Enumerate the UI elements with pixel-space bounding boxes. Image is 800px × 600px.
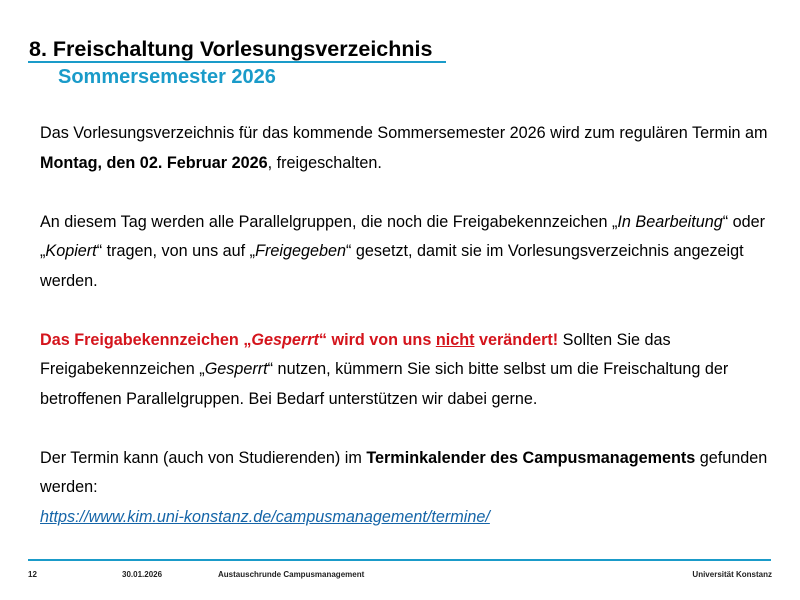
title-divider	[28, 61, 446, 63]
status-kopiert: Kopiert	[45, 242, 97, 260]
text: An diesem Tag werden alle Parallelgruppen, die noch die Freigabekennzeichen „	[40, 212, 618, 231]
text: Das Vorlesungsverzeichnis für das kommende Sommersemester 2026 wird zum regulären Termin am	[40, 124, 768, 142]
footer-organization: Universität Konstanz	[692, 570, 772, 579]
text: Der Termin kann (auch von Studierenden) im	[40, 448, 367, 467]
emphasis-nicht: nicht	[435, 330, 475, 349]
footer-event: Austauschrunde Campusmanagement	[218, 570, 365, 579]
paragraph-status-change	[40, 208, 790, 297]
paragraph-release-date	[40, 119, 790, 178]
paragraph-gesperrt-warning	[40, 326, 790, 415]
calendar-link[interactable]: https://www.kim.uni-konstanz.de/campusmanagement/termine/	[40, 507, 490, 526]
text: “ oder „	[40, 212, 766, 260]
text: Das Freigabekennzeichen „	[40, 330, 252, 349]
status-freigegeben: Freigegeben	[255, 242, 346, 260]
status-gesperrt: Gesperrt	[251, 330, 319, 349]
text: verändert!	[474, 330, 559, 349]
text: “ nutzen, kümmern Sie sich bitte selbst um die Freischaltung der betroffenen Parallelgruppen. Bei Bedarf unterstützen wir dabei gerne.	[40, 360, 729, 408]
calendar-name: Terminkalender des Campusmanagements	[366, 448, 696, 467]
text: gefunden werden:	[40, 448, 768, 496]
text: “ tragen, von uns auf „	[96, 242, 256, 260]
slide-title: 8. Freischaltung Vorlesungsverzeichnis	[29, 37, 433, 61]
slide-body	[40, 119, 790, 562]
text: “ wird von uns	[318, 330, 436, 349]
slide-subtitle: Sommersemester 2026	[58, 66, 276, 88]
footer-divider	[28, 559, 771, 561]
text: , freigeschalten.	[267, 153, 382, 172]
text: “ gesetzt, damit sie im Vorlesungsverzeichnis angezeigt werden.	[40, 242, 744, 290]
release-date: Montag, den 02. Februar 2026	[40, 153, 268, 172]
warning-text	[40, 331, 558, 349]
status-gesperrt: Gesperrt	[204, 360, 268, 378]
footer-date: 30.01.2026	[122, 570, 163, 579]
page-number: 12	[28, 570, 37, 579]
text: Sollten Sie das Freigabekennzeichen „	[40, 330, 671, 378]
status-in-bearbeitung: In Bearbeitung	[617, 212, 723, 231]
paragraph-calendar	[40, 444, 790, 533]
